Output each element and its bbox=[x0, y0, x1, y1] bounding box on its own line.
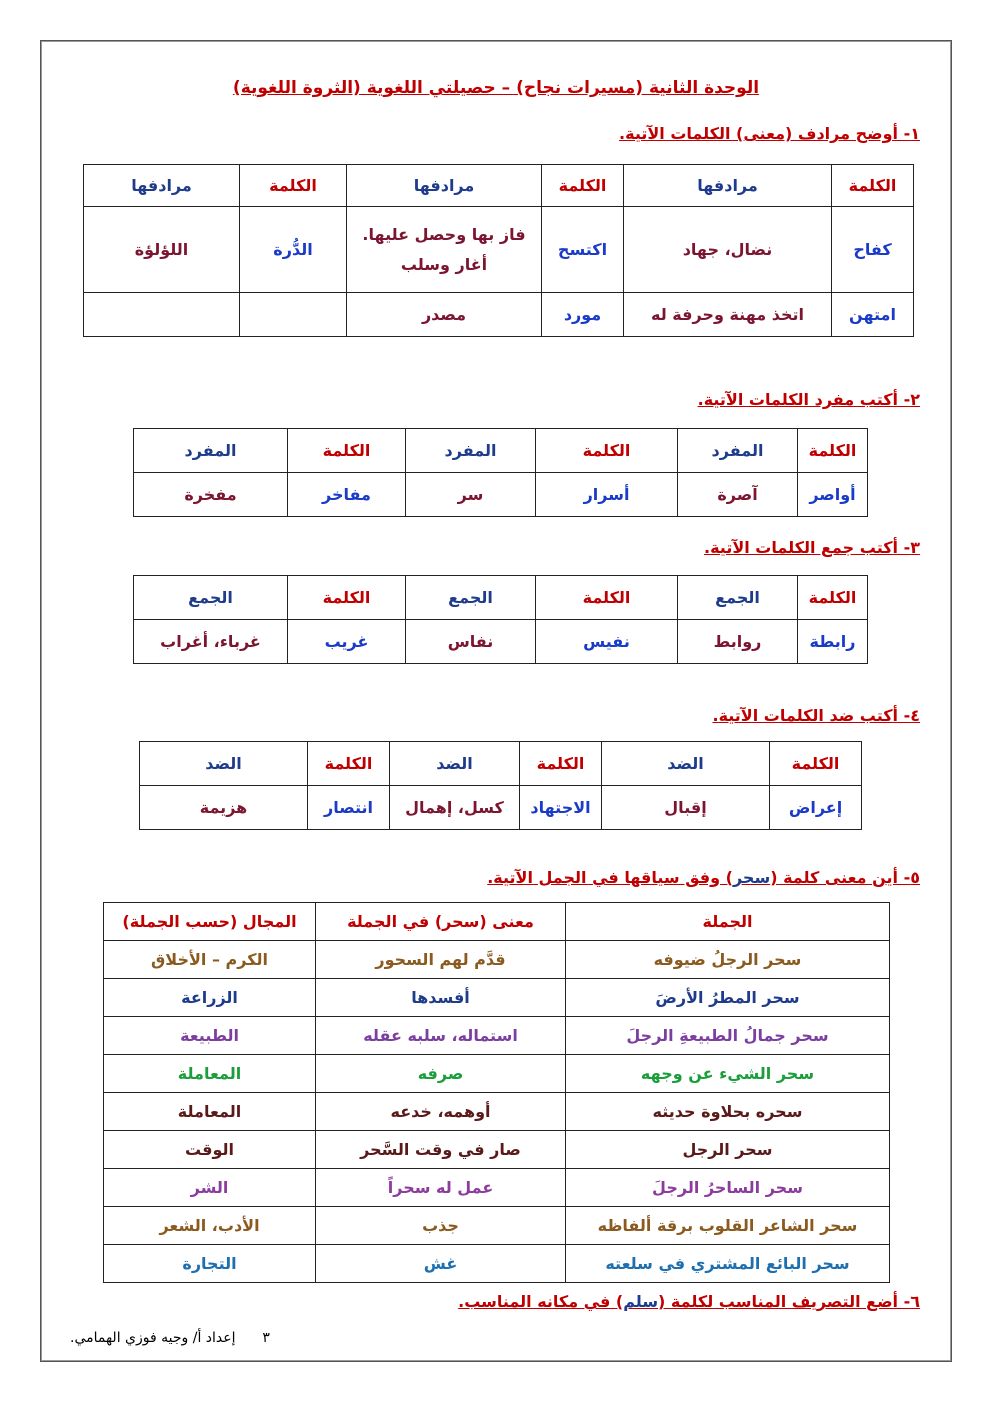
header-word: الكلمة bbox=[520, 742, 602, 786]
cell-sentence: سحر الشيء عن وجهه bbox=[566, 1055, 890, 1093]
cell-synonym: مصدر bbox=[347, 293, 542, 337]
cell-word: رابطة bbox=[798, 620, 868, 664]
header-word: الكلمة bbox=[536, 576, 678, 620]
cell-empty bbox=[240, 293, 347, 337]
header-word: الكلمة bbox=[832, 165, 914, 207]
cell-field: الكرم – الأخلاق bbox=[104, 941, 316, 979]
cell-singular: مفخرة bbox=[134, 473, 288, 517]
cell-antonym: إقبال bbox=[602, 786, 770, 830]
section-6-keyword: سلم bbox=[623, 1292, 659, 1311]
header-word: الكلمة bbox=[770, 742, 862, 786]
header-antonym: الضد bbox=[140, 742, 308, 786]
cell-meaning: جذب bbox=[316, 1207, 566, 1245]
cell-word: امتهن bbox=[832, 293, 914, 337]
cell-synonym: اتخذ مهنة وحرفة له bbox=[624, 293, 832, 337]
antonyms-table bbox=[139, 741, 862, 830]
section-6-prefix: ٦- أضع التصريف المناسب لكلمة ( bbox=[658, 1292, 920, 1311]
cell-meaning: صار في وقت السَّحر bbox=[316, 1131, 566, 1169]
cell-field: التجارة bbox=[104, 1245, 316, 1283]
section-3-heading: ٣- أكتب جمع الكلمات الآتية. bbox=[704, 538, 920, 557]
singular-table bbox=[133, 428, 868, 517]
header-antonym: الضد bbox=[390, 742, 520, 786]
cell-plural: غرباء، أغراب bbox=[134, 620, 288, 664]
sahar-meanings-table bbox=[103, 902, 890, 1283]
cell-field: الأدب، الشعر bbox=[104, 1207, 316, 1245]
cell-word: نفيس bbox=[536, 620, 678, 664]
header-word: الكلمة bbox=[288, 576, 406, 620]
cell-meaning: صرفه bbox=[316, 1055, 566, 1093]
section-2-heading: ٢- أكتب مفرد الكلمات الآتية. bbox=[697, 390, 920, 409]
section-6-suffix: ) في مكانه المناسب. bbox=[458, 1292, 624, 1311]
cell-singular: آصرة bbox=[678, 473, 798, 517]
cell-antonym: هزيمة bbox=[140, 786, 308, 830]
page-number: ٣ bbox=[262, 1330, 270, 1346]
header-singular: المفرد bbox=[134, 429, 288, 473]
cell-field: الطبيعة bbox=[104, 1017, 316, 1055]
cell-plural: نفاس bbox=[406, 620, 536, 664]
cell-word: مفاخر bbox=[288, 473, 406, 517]
cell-sentence: سحر الساحرُ الرجلَ bbox=[566, 1169, 890, 1207]
cell-field: الزراعة bbox=[104, 979, 316, 1017]
header-antonym: الضد bbox=[602, 742, 770, 786]
header-word: الكلمة bbox=[798, 576, 868, 620]
cell-sentence: سحر الرجلُ ضيوفه bbox=[566, 941, 890, 979]
author-credit: إعداد أ/ وجيه فوزي الهمامي. bbox=[70, 1330, 236, 1346]
synonyms-table bbox=[83, 164, 914, 337]
cell-meaning: قدَّم لهم السحور bbox=[316, 941, 566, 979]
cell-sentence: سحر جمالُ الطبيعةِ الرجلَ bbox=[566, 1017, 890, 1055]
synonym-line-2: أغار وسلب bbox=[400, 254, 488, 274]
section-5-suffix: ) وفق سياقها في الجمل الآتية. bbox=[487, 868, 733, 887]
cell-sentence: سحر المطرُ الأرضَ bbox=[566, 979, 890, 1017]
cell-meaning: غش bbox=[316, 1245, 566, 1283]
cell-word: الاجتهاد bbox=[520, 786, 602, 830]
header-plural: الجمع bbox=[134, 576, 288, 620]
header-word: الكلمة bbox=[288, 429, 406, 473]
header-word: الكلمة bbox=[536, 429, 678, 473]
section-4-heading: ٤- أكتب ضد الكلمات الآتية. bbox=[712, 706, 920, 725]
header-field: المجال (حسب الجملة) bbox=[104, 903, 316, 941]
cell-word: غريب bbox=[288, 620, 406, 664]
cell-empty bbox=[84, 293, 240, 337]
header-singular: المفرد bbox=[406, 429, 536, 473]
header-plural: الجمع bbox=[406, 576, 536, 620]
section-5-heading bbox=[487, 868, 920, 887]
synonym-line-1: فاز بها وحصل عليها. bbox=[362, 224, 526, 244]
header-word: الكلمة bbox=[542, 165, 624, 207]
cell-word: أسرار bbox=[536, 473, 678, 517]
cell-field: المعاملة bbox=[104, 1093, 316, 1131]
header-word: الكلمة bbox=[308, 742, 390, 786]
header-synonym: مرادفها bbox=[347, 165, 542, 207]
cell-meaning: عمل له سحراً bbox=[316, 1169, 566, 1207]
cell-meaning: أوهمه، خدعه bbox=[316, 1093, 566, 1131]
cell-word: انتصار bbox=[308, 786, 390, 830]
section-1-heading: ١- أوضح مرادف (معنى) الكلمات الآتية. bbox=[619, 124, 920, 143]
cell-field: الوقت bbox=[104, 1131, 316, 1169]
header-plural: الجمع bbox=[678, 576, 798, 620]
section-6-heading bbox=[458, 1292, 920, 1311]
header-word: الكلمة bbox=[240, 165, 347, 207]
cell-plural: روابط bbox=[678, 620, 798, 664]
cell-sentence: سحر الشاعر القلوب برقة ألفاظه bbox=[566, 1207, 890, 1245]
cell-word: إعراض bbox=[770, 786, 862, 830]
cell-sentence: سحر البائع المشتري في سلعته bbox=[566, 1245, 890, 1283]
header-meaning: معنى (سحر) في الجملة bbox=[316, 903, 566, 941]
header-synonym: مرادفها bbox=[624, 165, 832, 207]
page-title: الوحدة الثانية (مسيرات نجاح) – حصيلتي اللغوية (الثروة اللغوية) bbox=[232, 78, 760, 98]
cell-synonym: اللؤلؤة bbox=[84, 207, 240, 293]
cell-synonym: نضال، جهاد bbox=[624, 207, 832, 293]
cell-field: الشر bbox=[104, 1169, 316, 1207]
section-5-keyword: سحر bbox=[732, 868, 771, 887]
cell-sentence: سحره بحلاوة حديثه bbox=[566, 1093, 890, 1131]
cell-meaning: أفسدها bbox=[316, 979, 566, 1017]
cell-word: أواصر bbox=[798, 473, 868, 517]
header-singular: المفرد bbox=[678, 429, 798, 473]
cell-synonym bbox=[347, 207, 542, 293]
cell-word: كفاح bbox=[832, 207, 914, 293]
header-word: الكلمة bbox=[798, 429, 868, 473]
header-sentence: الجملة bbox=[566, 903, 890, 941]
plural-table bbox=[133, 575, 868, 664]
section-5-prefix: ٥- أين معنى كلمة ( bbox=[770, 868, 920, 887]
cell-word: مورد bbox=[542, 293, 624, 337]
cell-word: اكتسح bbox=[542, 207, 624, 293]
page-footer bbox=[70, 1330, 270, 1346]
cell-singular: سر bbox=[406, 473, 536, 517]
header-synonym: مرادفها bbox=[84, 165, 240, 207]
cell-word: الدُّرة bbox=[240, 207, 347, 293]
cell-meaning: استماله، سلبه عقله bbox=[316, 1017, 566, 1055]
cell-field: المعاملة bbox=[104, 1055, 316, 1093]
cell-antonym: كسل، إهمال bbox=[390, 786, 520, 830]
cell-sentence: سحر الرجل bbox=[566, 1131, 890, 1169]
